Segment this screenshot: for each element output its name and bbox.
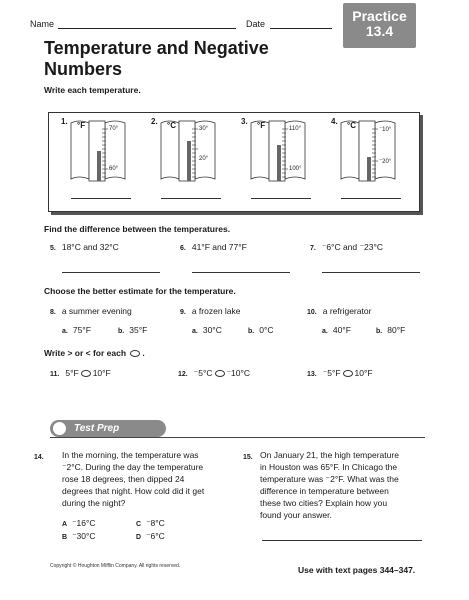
question-number: 8. <box>50 309 56 316</box>
compare-oval[interactable] <box>81 370 91 377</box>
answer-line-4[interactable] <box>341 198 401 199</box>
divider <box>50 437 425 438</box>
answer-line-5[interactable] <box>62 272 160 273</box>
question-6 <box>180 242 247 252</box>
therm-unit: °F <box>257 121 266 130</box>
question-10 <box>307 306 371 316</box>
section4-instruction: Write > or < for each . <box>44 348 145 358</box>
date-field[interactable] <box>270 28 332 29</box>
page-title: Temperature and Negative Numbers <box>44 38 269 79</box>
oval-icon <box>130 350 140 357</box>
option-9b[interactable]: b. 0°C <box>248 325 274 335</box>
question-8 <box>50 306 132 316</box>
question-9 <box>180 306 241 316</box>
option-8b[interactable]: b. 35°F <box>118 325 148 335</box>
question-number: 9. <box>180 309 186 316</box>
question-14-number: 14. <box>34 454 44 461</box>
therm-upper-label: 30° <box>199 126 209 132</box>
therm-number: 1. <box>61 117 68 126</box>
therm-lower-label: 60° <box>109 166 119 172</box>
answer-line-7[interactable] <box>322 272 420 273</box>
option-14a[interactable]: A ⁻16°C <box>62 518 96 528</box>
question-15-text: On January 21, the high temperature in Houston was 65°F. In Chicago the temperature was ⁻2°F. What was the difference in temperature between these two cities? Explain how you found your answer. <box>260 450 399 520</box>
question-11: 11. 5°F 10°F <box>50 368 111 378</box>
question-number: 5. <box>50 245 56 252</box>
therm-number: 4. <box>331 117 338 126</box>
option-14b[interactable]: B ⁻30°C <box>62 531 96 541</box>
question-number: 10. <box>307 309 317 316</box>
option-10a[interactable]: a. 40°F <box>322 325 351 335</box>
therm-number: 3. <box>241 117 248 126</box>
section3-instruction: Choose the better estimate for the temperature. <box>44 286 236 296</box>
thermometer-3 <box>241 117 321 184</box>
test-prep-label: Test Prep <box>74 423 120 434</box>
question-12: 12. ⁻5°C ⁻10°C <box>178 368 250 378</box>
therm-unit: °C <box>347 121 356 130</box>
copyright: Copyright © Houghton Mifflin Company. All rights reserved. <box>50 563 181 569</box>
section1-instruction: Write each temperature. <box>44 85 141 95</box>
date-label: Date <box>246 19 266 29</box>
thermometer-2 <box>151 117 231 184</box>
question-7 <box>310 242 383 253</box>
answer-line-6[interactable] <box>192 272 290 273</box>
option-10b[interactable]: b. 80°F <box>376 325 406 335</box>
thermometer-1 <box>61 117 141 184</box>
question-text: ⁻6°C and ⁻23°C <box>321 242 383 252</box>
option-8a[interactable]: a. 75°F <box>62 325 91 335</box>
question-text: a summer evening <box>61 306 132 316</box>
answer-line-1[interactable] <box>71 198 131 199</box>
question-text: 18°C and 32°C <box>61 242 119 252</box>
question-15-number: 15. <box>243 454 253 461</box>
therm-lower-label: 20° <box>199 156 209 162</box>
practice-badge <box>343 3 416 48</box>
question-14-text: In the morning, the temperature was ⁻2°C. During the day the temperature rose 18 degrees, then dipped 24 degrees that night. How cold did it get during the night? <box>62 450 205 508</box>
question-number: 11. <box>50 371 60 378</box>
question-number: 12. <box>178 371 188 378</box>
therm-number: 2. <box>151 117 158 126</box>
therm-upper-label: 110° <box>289 126 301 132</box>
question-text: a refrigerator <box>322 306 372 316</box>
option-14c[interactable]: C ⁻8°C <box>136 518 165 528</box>
section2-instruction: Find the difference between the temperatures. <box>44 224 231 234</box>
question-text: 41°F and 77°F <box>191 242 247 252</box>
question-number: 7. <box>310 245 316 252</box>
question-13: 13. ⁻5°F 10°F <box>307 368 373 378</box>
therm-upper-label: ⁻10° <box>379 127 392 133</box>
compare-oval[interactable] <box>215 370 225 377</box>
therm-lower-label: ⁻20° <box>379 159 392 165</box>
compare-oval[interactable] <box>343 370 353 377</box>
thermometer-4 <box>331 117 411 184</box>
test-prep-banner <box>50 420 166 437</box>
therm-unit: °C <box>167 121 176 130</box>
page-reference: Use with text pages 344–347. <box>298 565 416 575</box>
test-prep-icon <box>53 422 66 435</box>
therm-upper-label: 70° <box>109 126 119 132</box>
therm-lower-label: 100° <box>289 166 302 172</box>
answer-line-15[interactable] <box>262 540 422 541</box>
badge-line1: Practice <box>352 8 407 24</box>
option-14d[interactable]: D ⁻6°C <box>136 531 165 541</box>
thermometer-panel <box>48 112 420 212</box>
question-number: 13. <box>307 371 317 378</box>
question-number: 6. <box>180 245 186 252</box>
name-label: Name <box>30 19 55 29</box>
option-9a[interactable]: a. 30°C <box>192 325 222 335</box>
answer-line-3[interactable] <box>251 198 311 199</box>
name-field[interactable] <box>58 28 236 29</box>
badge-line2: 13.4 <box>365 23 394 39</box>
question-text: a frozen lake <box>191 306 241 316</box>
therm-unit: °F <box>77 121 86 130</box>
question-5 <box>50 242 119 252</box>
answer-line-2[interactable] <box>161 198 221 199</box>
